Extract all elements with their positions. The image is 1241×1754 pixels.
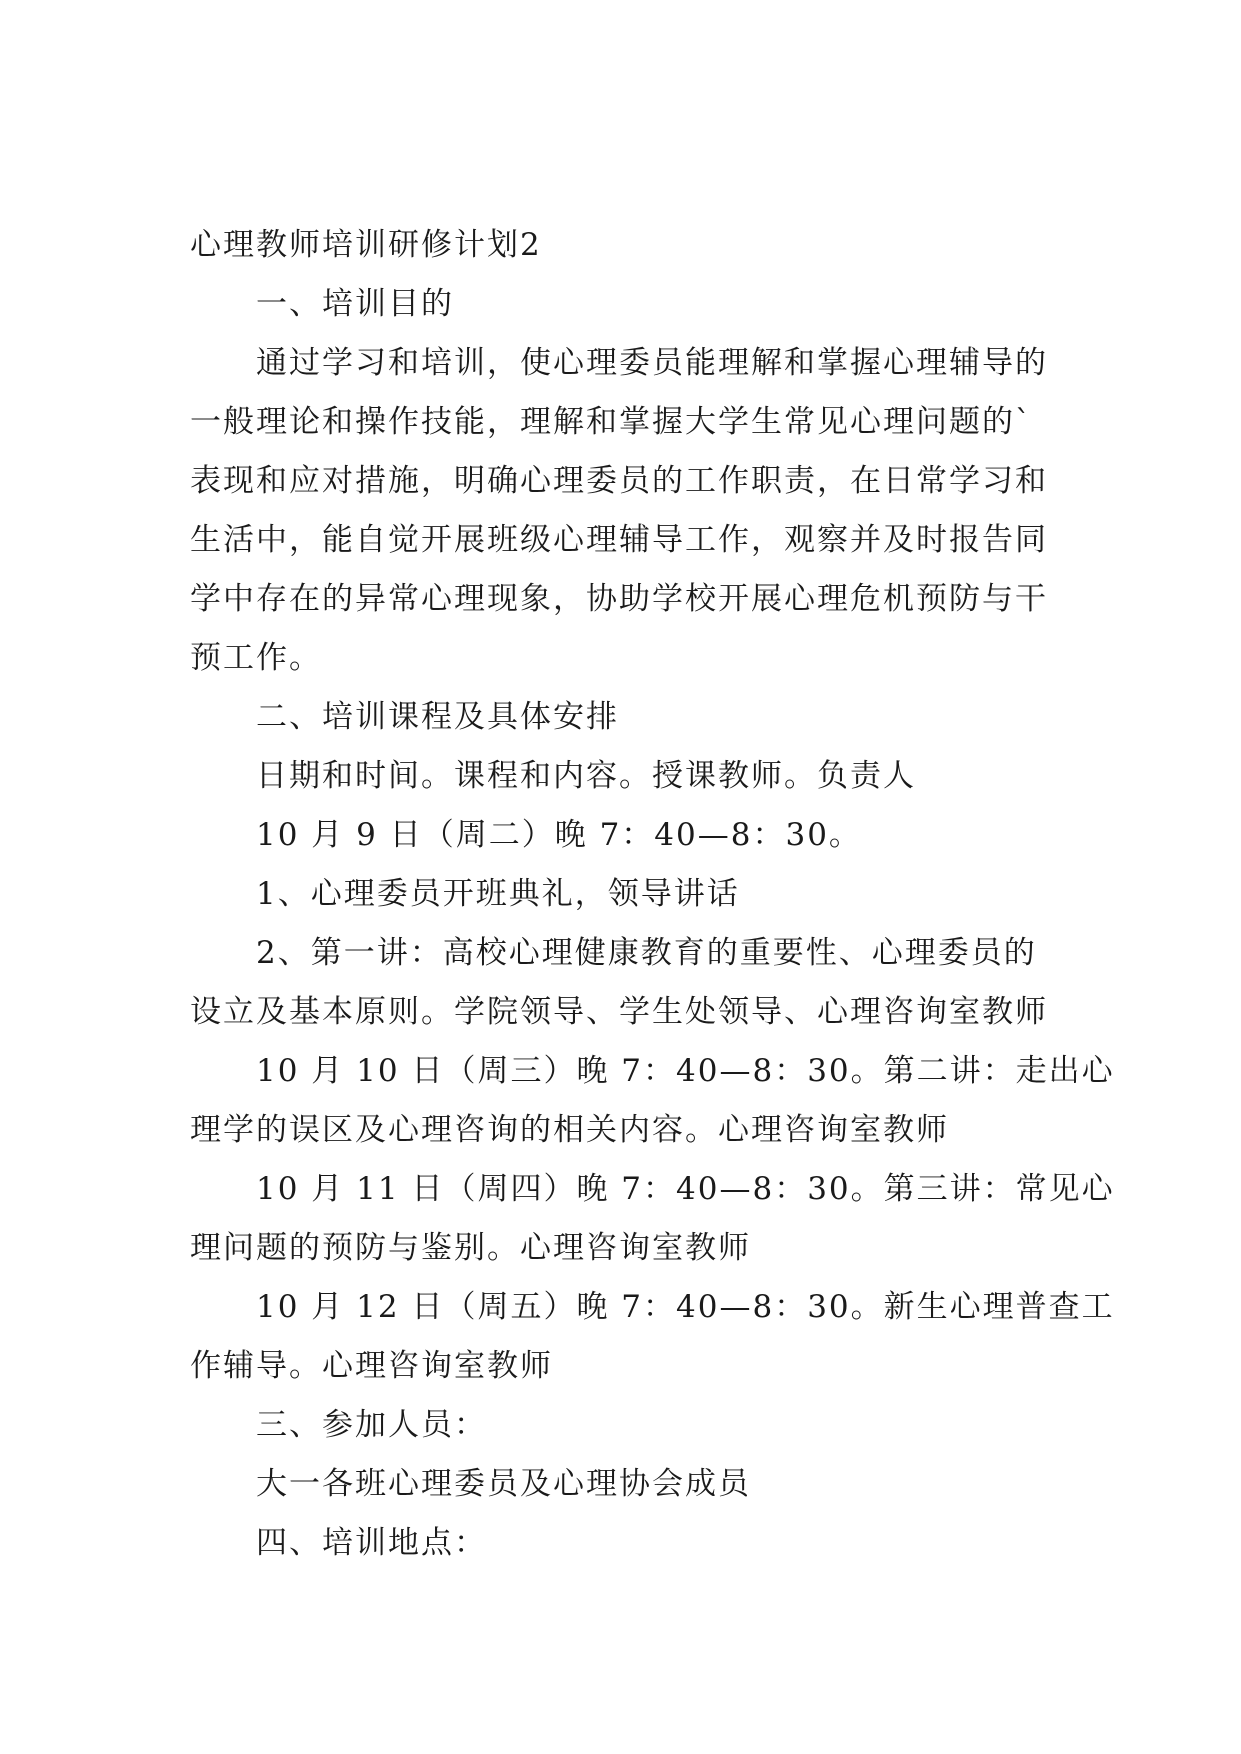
paragraph-line: 学中存在的异常心理现象，协助学校开展心理危机预防与干 <box>190 581 1048 617</box>
schedule-entry-continued: 理问题的预防与鉴别。心理咨询室教师 <box>190 1230 751 1266</box>
paragraph-line: 一般理论和操作技能，理解和掌握大学生常见心理问题的` <box>190 404 1033 440</box>
document-body <box>190 216 1115 1573</box>
section-heading-courses: 二、培训课程及具体安排 <box>256 699 619 735</box>
schedule-entry: 10 月 10 日（周三）晚 7：40—8：30。第二讲：走出心 <box>256 1053 1115 1089</box>
paragraph-line: 通过学习和培训，使心理委员能理解和掌握心理辅导的 <box>256 345 1048 381</box>
schedule-item: 1、心理委员开班典礼，领导讲话 <box>256 876 740 912</box>
paragraph-line: 生活中，能自觉开展班级心理辅导工作，观察并及时报告同 <box>190 522 1048 558</box>
document-title: 心理教师培训研修计划2 <box>190 227 542 263</box>
schedule-entry: 10 月 9 日（周二）晚 7：40—8：30。 <box>256 817 862 853</box>
schedule-header: 日期和时间。课程和内容。授课教师。负责人 <box>256 758 916 794</box>
schedule-item: 2、第一讲：高校心理健康教育的重要性、心理委员的 <box>256 935 1037 971</box>
schedule-entry: 10 月 12 日（周五）晚 7：40—8：30。新生心理普查工 <box>256 1289 1115 1325</box>
paragraph-line: 预工作。 <box>190 640 322 676</box>
schedule-entry: 10 月 11 日（周四）晚 7：40—8：30。第三讲：常见心 <box>256 1171 1115 1207</box>
schedule-entry-continued: 理学的误区及心理咨询的相关内容。心理咨询室教师 <box>190 1112 949 1148</box>
schedule-entry-continued: 作辅导。心理咨询室教师 <box>190 1348 553 1384</box>
paragraph-line: 表现和应对措施，明确心理委员的工作职责，在日常学习和 <box>190 463 1048 499</box>
participants-text: 大一各班心理委员及心理协会成员 <box>256 1466 751 1502</box>
section-heading-participants: 三、参加人员： <box>256 1407 487 1443</box>
section-heading-purpose: 一、培训目的 <box>256 286 454 322</box>
schedule-item-continued: 设立及基本原则。学院领导、学生处领导、心理咨询室教师 <box>190 994 1048 1030</box>
section-heading-location: 四、培训地点： <box>256 1525 487 1561</box>
